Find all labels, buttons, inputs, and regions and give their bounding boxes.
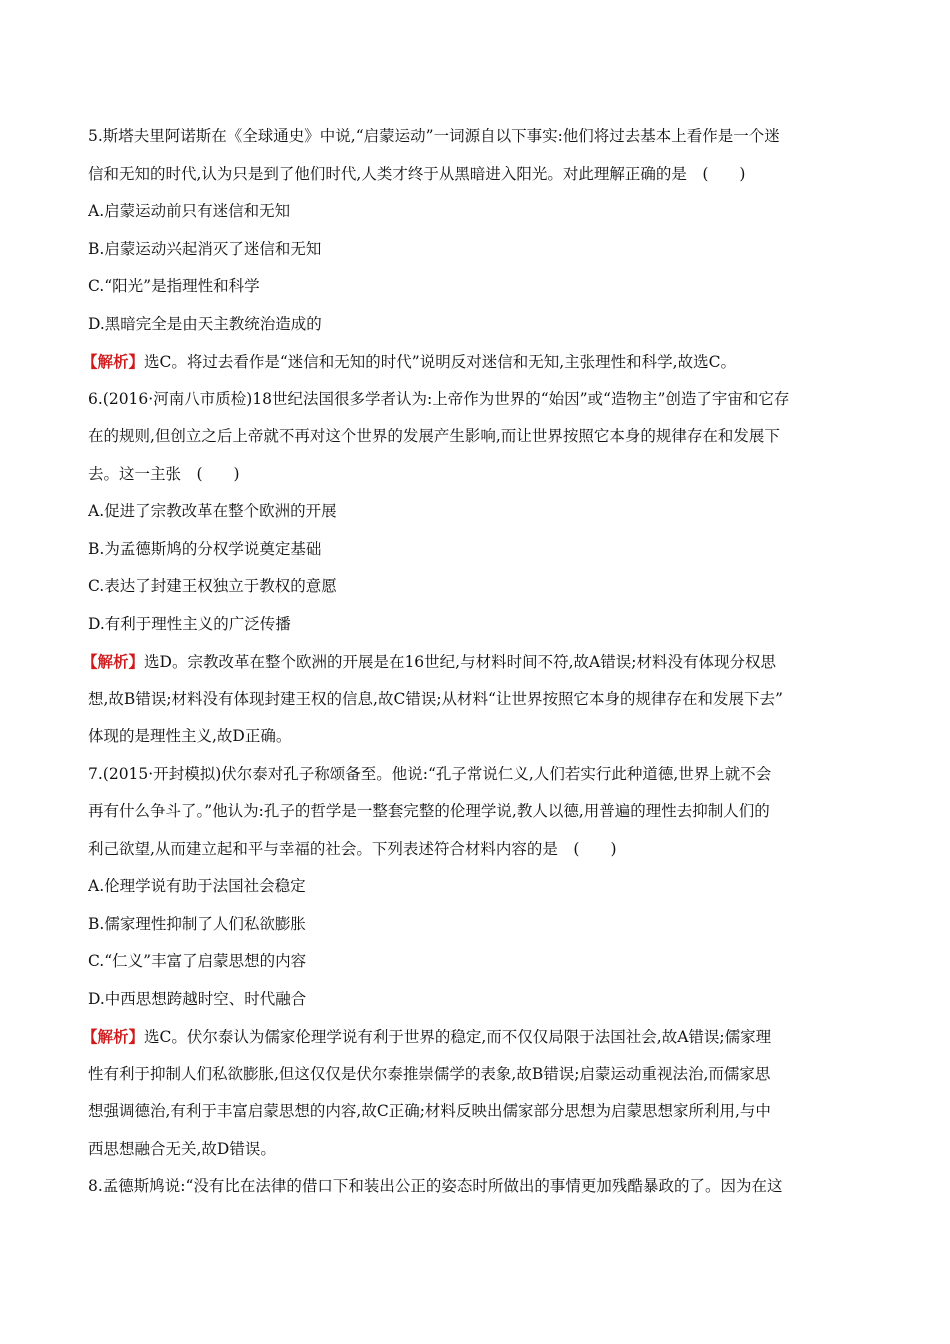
analysis-text: 想强调德治,有利于丰富启蒙思想的内容,故C正确;材料反映出儒家部分思想为启蒙思想家所利用,与中 bbox=[88, 1102, 771, 1120]
analysis-line bbox=[82, 643, 870, 681]
option-b: B.为孟德斯鸠的分权学说奠定基础 bbox=[88, 539, 322, 558]
analysis-line bbox=[82, 1018, 870, 1056]
question-list bbox=[82, 118, 870, 1206]
question-stem-line: 5.斯塔夫里阿诺斯在《全球通史》中说,“启蒙运动”一词源自以下事实:他们将过去基本上看作是一个迷 bbox=[88, 127, 780, 145]
analysis-text: 选D。宗教改革在整个欧洲的开展是在16世纪,与材料时间不符,故A错误;材料没有体现分权思 bbox=[144, 653, 776, 671]
option-a: A.伦理学说有助于法国社会稳定 bbox=[88, 877, 306, 895]
option-a: A.启蒙运动前只有迷信和无知 bbox=[88, 202, 291, 220]
option-d: D.有利于理性主义的广泛传播 bbox=[88, 614, 291, 633]
question-stem-line: 去。这一主张 ( ) bbox=[88, 464, 240, 483]
analysis-tag: 【解析】 bbox=[82, 652, 145, 671]
option-b: B.启蒙运动兴起消灭了迷信和无知 bbox=[88, 239, 322, 258]
question-stem-line: 利己欲望,从而建立起和平与幸福的社会。下列表述符合材料内容的是 ( ) bbox=[88, 839, 617, 858]
analysis-line bbox=[82, 343, 870, 381]
option-d: D.中西思想跨越时空、时代融合 bbox=[88, 989, 307, 1008]
question-stem-line: 信和无知的时代,认为只是到了他们时代,人类才终于从黑暗进入阳光。对此理解正确的是 ( ) bbox=[88, 164, 746, 183]
analysis-text: 选C。伏尔泰认为儒家伦理学说有利于世界的稳定,而不仅仅局限于法国社会,故A错误;儒家理 bbox=[144, 1028, 772, 1046]
question-stem-line: 8.孟德斯鸠说:“没有比在法律的借口下和装出公正的姿态时所做出的事情更加残酷暴政的了。因为在这 bbox=[88, 1177, 783, 1195]
option-c: C.“阳光”是指理性和科学 bbox=[88, 277, 260, 295]
analysis-text: 性有利于抑制人们私欲膨胀,但这仅仅是伏尔泰推崇儒学的表象,故B错误;启蒙运动重视法治,而儒家思 bbox=[88, 1064, 771, 1083]
analysis-tag: 【解析】 bbox=[82, 1027, 145, 1046]
option-c: C.“仁义”丰富了启蒙思想的内容 bbox=[88, 952, 307, 970]
option-a: A.促进了宗教改革在整个欧洲的开展 bbox=[88, 502, 337, 520]
question-stem-line: 再有什么争斗了。”他认为:孔子的哲学是一整套完整的伦理学说,教人以德,用普遍的理性去抑制人们的 bbox=[88, 802, 770, 820]
question-6 bbox=[82, 381, 870, 756]
question-stem-line: 7.(2015·开封模拟)伏尔泰对孔子称颂备至。他说:“孔子常说仁义,人们若实行此种道德,世界上就不会 bbox=[88, 764, 772, 783]
question-8 bbox=[88, 1168, 870, 1206]
option-b: B.儒家理性抑制了人们私欲膨胀 bbox=[88, 914, 306, 933]
option-c: C.表达了封建王权独立于教权的意愿 bbox=[88, 577, 337, 595]
analysis-text: 想,故B错误;材料没有体现封建王权的信息,故C错误;从材料“让世界按照它本身的规律存在和发展下去” bbox=[88, 689, 783, 708]
question-7 bbox=[82, 756, 870, 1169]
analysis-tag: 【解析】 bbox=[82, 352, 145, 371]
question-stem-line: 在的规则,但创立之后上帝就不再对这个世界的发展产生影响,而让世界按照它本身的规律存在和发展下 bbox=[88, 427, 780, 445]
option-d: D.黑暗完全是由天主教统治造成的 bbox=[88, 314, 322, 333]
question-stem-line: 6.(2016·河南八市质检)18世纪法国很多学者认为:上帝作为世界的“始因”或“造物主”创造了宇宙和它存 bbox=[88, 389, 790, 408]
analysis-text: 西思想融合无关,故D错误。 bbox=[88, 1139, 276, 1158]
analysis-text: 选C。将过去看作是“迷信和无知的时代”说明反对迷信和无知,主张理性和科学,故选C。 bbox=[144, 353, 736, 371]
analysis-text: 体现的是理性主义,故D正确。 bbox=[88, 727, 292, 745]
question-5 bbox=[82, 118, 870, 381]
